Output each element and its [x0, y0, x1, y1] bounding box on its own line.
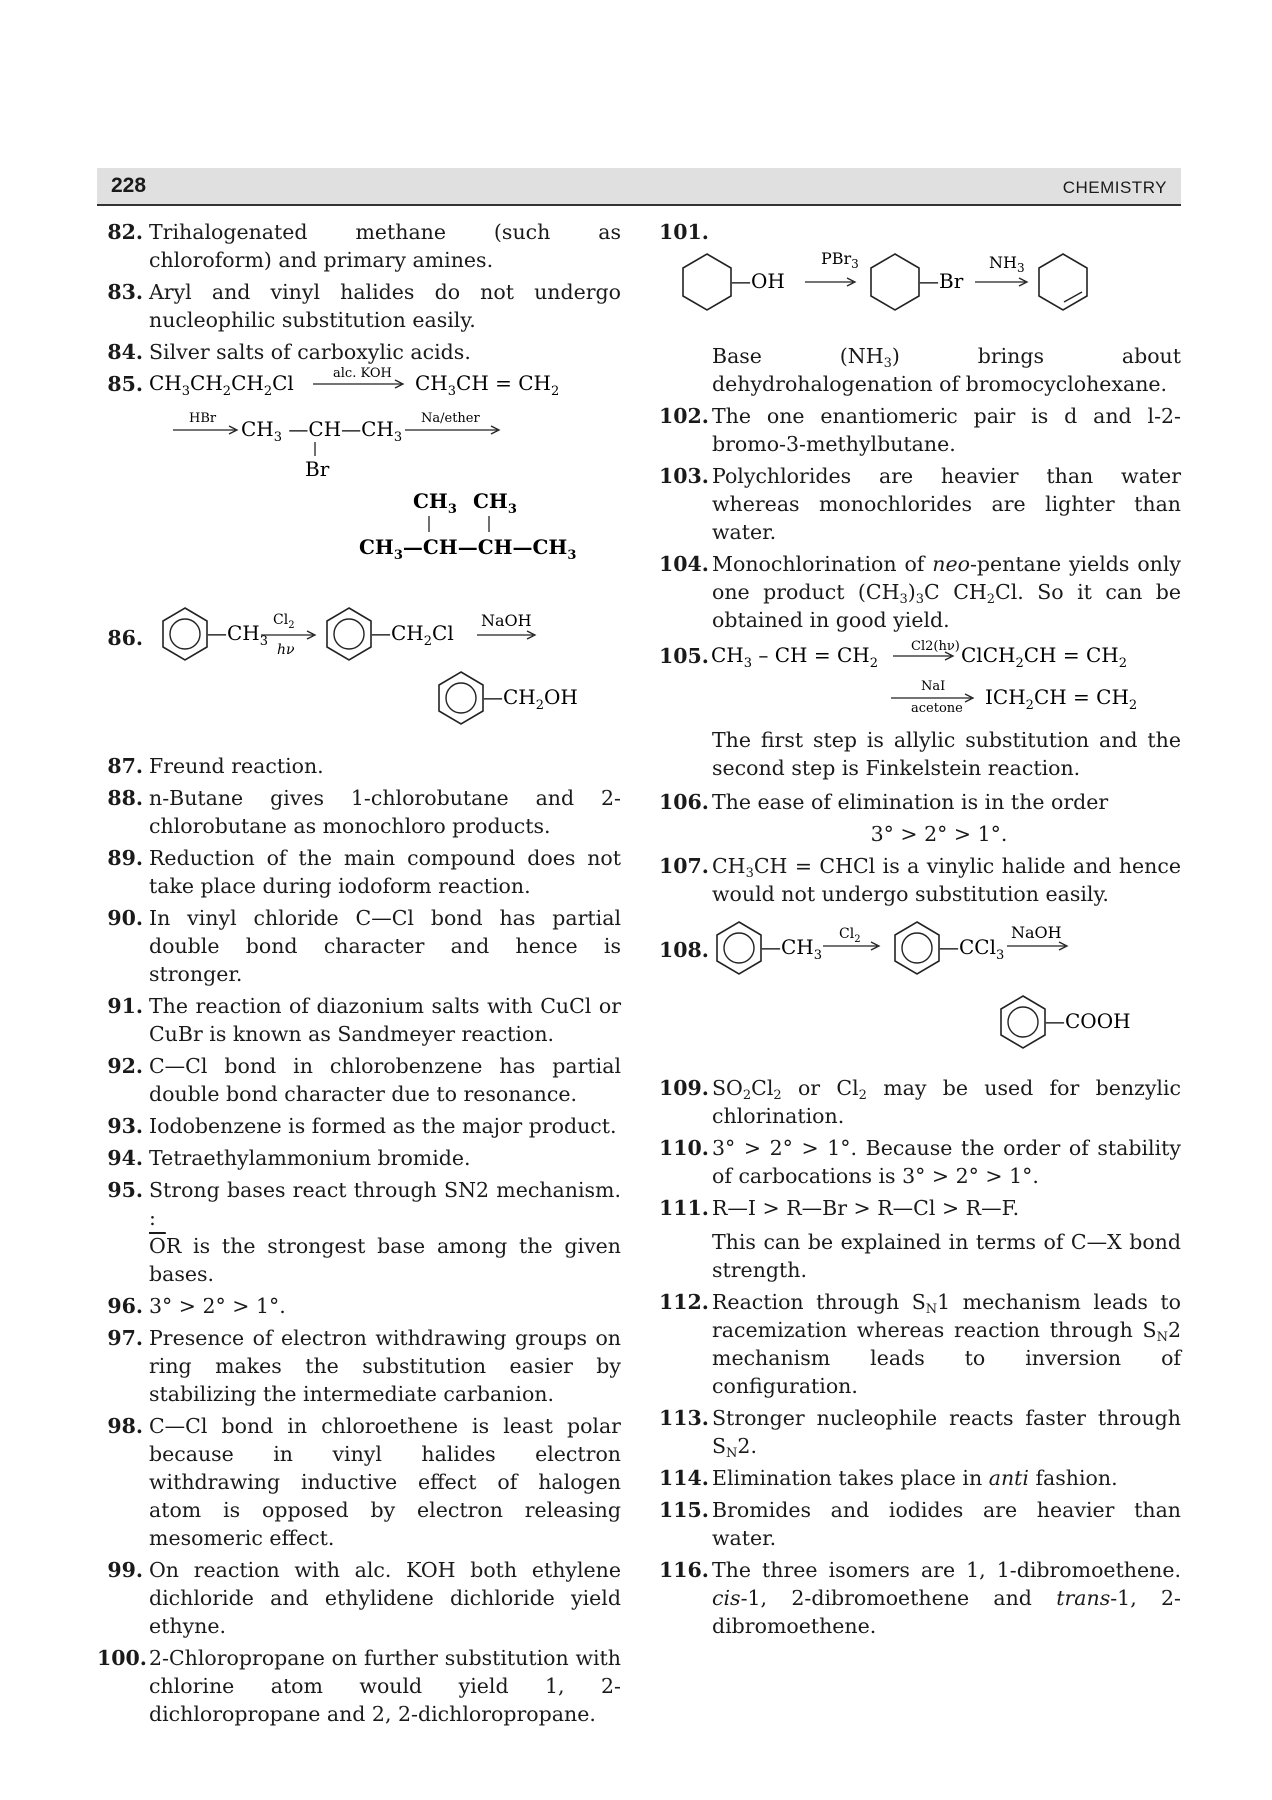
reagent-alc-koh: alc. KOH	[333, 366, 392, 381]
answer-number: 109.	[659, 1076, 709, 1100]
reagent-pbr3: PBr$_3$	[821, 249, 859, 271]
reagent-cl2-hv: Cl2(hν)	[911, 639, 960, 654]
answer-104	[657, 550, 1181, 634]
answer-89	[97, 844, 621, 900]
answer-number: 89.	[107, 846, 143, 870]
answer-96	[97, 1292, 621, 1320]
cyclohexane-ring-1	[683, 254, 731, 310]
answer-91	[97, 992, 621, 1048]
product-85-1: $CH_3CH = CH_2$	[415, 371, 560, 399]
answer-text: Reduction of the main compound does not take place during iodoform reaction.	[149, 846, 621, 898]
answer-text: Reaction through $S_N1$ mechanism leads to racemization whereas reaction through $S_N2$ mechanism leads to inversion of configuration.	[712, 1290, 1182, 1398]
answer-102	[657, 402, 1181, 458]
reagent-hv: hν	[277, 642, 295, 658]
answer-text: Tetraethylammonium bromide.	[149, 1146, 471, 1170]
answer-83	[97, 278, 621, 334]
answer-number: 108.	[659, 938, 709, 962]
answer-115	[657, 1496, 1181, 1552]
answer-number: 103.	[659, 464, 709, 488]
answer-number: 111.	[659, 1196, 709, 1220]
answer-88	[97, 784, 621, 840]
answer-number: 116.	[659, 1558, 709, 1582]
reagent-nh3: $NH_3$	[989, 253, 1025, 275]
answer-text: Stronger nucleophile reacts faster through $S_N2$.	[712, 1406, 1181, 1461]
reagent-naoh: NaOH	[1011, 923, 1062, 942]
answer-number: 107.	[659, 854, 709, 878]
answer-text: The reaction of diazonium salts with CuCl or CuBr is known as Sandmeyer reaction.	[149, 994, 621, 1046]
reaction-105-scheme	[709, 636, 1189, 712]
answer-text-2: is the strongest base among the given bases.	[149, 1234, 622, 1286]
answer-111	[657, 1194, 1181, 1222]
answer-number: 104.	[659, 552, 709, 576]
answer-number: 105.	[659, 644, 709, 668]
answer-number: 86.	[107, 626, 143, 650]
answer-87	[97, 752, 621, 780]
answer-103	[657, 462, 1181, 546]
answer-100	[97, 1644, 621, 1728]
reaction-85-scheme	[143, 366, 623, 606]
answer-112	[657, 1288, 1181, 1400]
benzene-ring-3	[439, 672, 483, 724]
answer-text: The one enantiomeric pair is d and l-2-bromo-3-methylbutane.	[712, 404, 1181, 456]
reagent-cl2: $Cl_2$	[839, 926, 861, 945]
answer-text: On reaction with alc. KOH both ethylene dichloride and ethylidene dichloride yield ethyne.	[149, 1558, 621, 1638]
substituent-ch3: $—CH_3$	[207, 621, 269, 649]
reagent-nai: NaI	[921, 679, 946, 694]
answer-106	[657, 788, 1181, 816]
answer-85	[97, 366, 621, 610]
alkoxide-symbol: $\overline{O}$	[149, 1234, 166, 1258]
answer-text: Polychlorides are heavier than water whereas monochlorides are lighter than water.	[712, 464, 1181, 544]
answer-text: Presence of electron withdrawing groups on ring makes the substitution easier by stabilizing the intermediate carbanion.	[149, 1326, 621, 1406]
answer-90	[97, 904, 621, 988]
answer-text: Trihalogenated methane (such as chloroform) and primary amines.	[149, 220, 621, 272]
answer-number: 112.	[659, 1290, 709, 1314]
benzene-ring-3	[1001, 996, 1045, 1048]
benzene-ring-2	[327, 608, 371, 660]
answer-text: 2-Chloropropane on further substitution with chlorine atom would yield 1, 2-dichloropropane and 2, 2-dichloropropane.	[149, 1646, 621, 1726]
product-85-2: $CH_3$ $—CH—CH_3$	[241, 417, 403, 445]
answer-108	[657, 920, 1181, 1070]
answer-text: Monochlorination of neo-pentane yields only one product $(CH_3)_3C$ $CH_2Cl$. So it can be obtained in good yield.	[712, 552, 1181, 632]
answer-text: Iodobenzene is formed as the major product.	[149, 1114, 617, 1138]
answer-number: 92.	[107, 1054, 143, 1078]
substituent-cooh: —COOH	[1045, 1009, 1131, 1033]
answer-86	[97, 611, 621, 748]
substituent-ch2cl: $—CH_2Cl$	[371, 621, 454, 649]
answer-number: 115.	[659, 1498, 709, 1522]
answer-111-note: This can be explained in terms of C—X bond strength.	[712, 1230, 1181, 1282]
reagent-naoh: NaOH	[481, 611, 532, 630]
answer-text: 3° > 2° > 1°.	[149, 1294, 286, 1318]
answer-113	[657, 1404, 1181, 1460]
answer-number: 99.	[107, 1558, 143, 1582]
answer-98	[97, 1412, 621, 1552]
answer-114	[657, 1464, 1181, 1492]
answer-text: 3° > 2° > 1°. Because the order of stability of carbocations is 3° > 2° > 1°.	[712, 1136, 1181, 1188]
answer-94	[97, 1144, 621, 1172]
answer-text: Strong bases react through SN2 mechanism. :	[149, 1178, 621, 1230]
left-column	[97, 218, 621, 1732]
substituent-br: —Br	[919, 269, 964, 293]
product-105-2: $ICH_2CH = CH_2$	[985, 685, 1138, 712]
reaction-101-scheme	[627, 248, 1151, 348]
benzene-ring-1	[163, 608, 207, 660]
answer-105-note: The first step is allylic substitution and the second step is Finkelstein reaction.	[712, 728, 1181, 780]
reactant-85: $CH_3CH_2CH_2Cl$	[149, 371, 294, 399]
answer-105	[657, 639, 1181, 718]
answer-number: 98.	[107, 1414, 143, 1438]
answer-99	[97, 1556, 621, 1640]
answer-number: 114.	[659, 1466, 709, 1490]
answer-84	[97, 338, 621, 366]
answer-92	[97, 1052, 621, 1108]
answer-text: C—Cl bond in chlorobenzene has partial double bond character due to resonance.	[149, 1054, 621, 1106]
answer-text: Bromides and iodides are heavier than water.	[712, 1498, 1181, 1550]
answer-number: 94.	[107, 1146, 143, 1170]
reaction-108-scheme	[709, 916, 1179, 1066]
answer-number: 96.	[107, 1294, 143, 1318]
answer-101-note: Base $(NH_3)$ brings about dehydrohalogenation of bromocyclohexane.	[712, 344, 1181, 396]
answer-number: 84.	[107, 340, 143, 364]
answer-text: Silver salts of carboxylic acids.	[149, 340, 471, 364]
elimination-order: 3° > 2° > 1°.	[870, 822, 1008, 846]
answer-text: $SO_2Cl_2$ or $Cl_2$ may be used for benzylic chlorination.	[712, 1076, 1182, 1128]
methyl-2: $CH_3$	[473, 489, 517, 517]
reagent-hbr: HBr	[189, 411, 217, 426]
answer-number: 90.	[107, 906, 143, 930]
answer-number: 95.	[107, 1178, 143, 1202]
answer-text: C—Cl bond in chloroethene is least polar because in vinyl halides electron withdrawing inductive effect of halogen atom is opposed by electron releasing mesomeric effect.	[149, 1414, 621, 1550]
answer-text: $CH_3CH$ = CHCl is a vinylic halide and hence would not undergo substitution easily.	[712, 854, 1181, 906]
methyl-1: $CH_3$	[413, 489, 457, 517]
answer-number: 93.	[107, 1114, 143, 1138]
answer-number: 85.	[107, 372, 143, 396]
answer-number: 110.	[659, 1136, 709, 1160]
answer-number: 88.	[107, 786, 143, 810]
answer-number: 82.	[107, 220, 143, 244]
answer-number: 100.	[97, 1646, 147, 1670]
answer-number: 106.	[659, 790, 709, 814]
substituent-ccl3: —CCl$_3$	[939, 935, 1005, 963]
answer-text: In vinyl chloride C—Cl bond has partial double bond character and hence is stronger.	[149, 906, 621, 986]
answer-93	[97, 1112, 621, 1140]
answer-number: 113.	[659, 1406, 709, 1430]
answer-text: The ease of elimination is in the order	[712, 790, 1109, 814]
answer-text: Aryl and vinyl halides do not undergo nucleophilic substitution easily.	[149, 280, 621, 332]
substituent-br: Br	[305, 457, 330, 481]
answer-number: 83.	[107, 280, 143, 304]
answer-number: 91.	[107, 994, 143, 1018]
page-number: 228	[111, 174, 147, 197]
answer-text: R—I > R—Br > R—Cl > R—F.	[712, 1196, 1020, 1220]
page-header	[97, 168, 1181, 206]
reaction-86-scheme	[143, 602, 623, 736]
cyclohexane-ring-2	[871, 254, 919, 310]
answer-101	[657, 218, 1181, 336]
substituent-oh: —OH	[731, 269, 785, 293]
answer-number: 102.	[659, 404, 709, 428]
product-105-1: ClCH$_2$CH = $CH_2$	[961, 643, 1127, 671]
right-column	[657, 218, 1181, 1644]
reagent-na-ether: Na/ether	[421, 411, 480, 426]
answer-number: 97.	[107, 1326, 143, 1350]
answer-95: 95. Strong bases react through SN2 mechanism. : $\overline{O}R$ is the strongest base among the given bases.	[97, 1176, 621, 1288]
answer-number: 87.	[107, 754, 143, 778]
answer-97	[97, 1324, 621, 1408]
substituent-ch3: $—CH_3$	[761, 935, 823, 963]
book-title: CHEMISTRY	[1062, 178, 1167, 197]
answer-109	[657, 1074, 1181, 1130]
answer-text: Elimination takes place in anti fashion.	[712, 1466, 1118, 1490]
substituent-ch2oh: $—CH_2OH$	[483, 685, 578, 713]
answer-107	[657, 852, 1181, 908]
answer-text: Freund reaction.	[149, 754, 324, 778]
answer-text: The three isomers are 1, 1-dibromoethene. cis-1, 2-dibromoethene and trans-1, 2-dibromoethene.	[712, 1558, 1181, 1638]
answer-116	[657, 1556, 1181, 1640]
product-85-3: $CH_3—CH—CH—CH_3$	[359, 535, 577, 563]
benzene-ring-1	[717, 922, 761, 974]
benzene-ring-2	[895, 922, 939, 974]
cyclohexene-ring	[1039, 254, 1087, 310]
answer-110	[657, 1134, 1181, 1190]
answer-text: n-Butane gives 1-chlorobutane and 2-chlorobutane as monochloro products.	[149, 786, 621, 838]
answer-82	[97, 218, 621, 274]
answer-number: 101.	[659, 220, 709, 244]
reactant-105: $CH_3$ – CH = $CH_2$	[711, 643, 878, 671]
reagent-cl2: $Cl_2$	[273, 612, 295, 631]
reagent-acetone: acetone	[911, 701, 963, 712]
